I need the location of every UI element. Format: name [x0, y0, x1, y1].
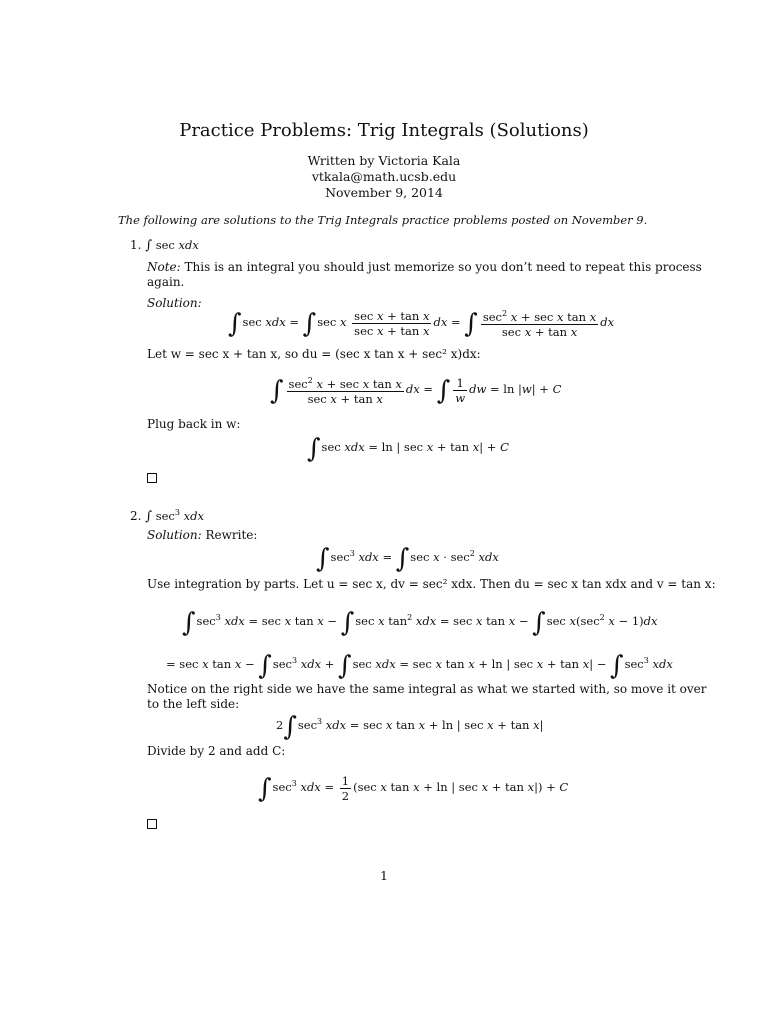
equation-8: $\int\sec^3$ xdx = $\frac{1}{2}$ (sec x tan x + ln | sec x + tan x|) + C	[258, 773, 569, 804]
problem-2-heading	[130, 508, 204, 524]
notice-line-2: to the left side:	[147, 697, 240, 711]
equation-2: ∫ $\frac{\sec^2 x + \sec x \tan x}{\text{sec x + tan x}}$ dx = ∫ $\frac{1}{w}$ dw = ln |w| + C	[270, 375, 562, 406]
qed-icon	[147, 468, 157, 487]
problem-2-solution-label: Solution:	[147, 528, 202, 542]
integration-by-parts-text: Use integration by parts. Let u = sec x, dv = sec² xdx. Then du = sec x tan xdx and v = tan x:	[147, 577, 716, 591]
page-number: 1	[380, 868, 388, 883]
qed-icon	[147, 814, 157, 833]
equation-5: $\int\sec^3$ xdx = sec x tan x − ∫sec x $\tan^2$ xdx = sec x tan x − ∫sec $x(\sec^2$ x − 1)dx	[182, 608, 658, 638]
problem-1-solution-label: Solution:	[147, 296, 202, 310]
equation-3: ∫sec xdx = ln | sec x + tan x| + C	[307, 434, 509, 464]
note-line-2: again.	[147, 275, 185, 289]
note-label: Note:	[147, 260, 181, 274]
problem-2-number: 2.	[130, 508, 142, 523]
equation-1: ∫sec xdx = ∫sec x $\frac{\text{sec x + tan x}}{\text{sec x + tan x}}$ dx = ∫ $\frac{\sec^2 x + \sec x \tan x}{\text{sec x + tan x}}$ dx	[228, 308, 615, 339]
problem-1-heading	[130, 238, 199, 253]
equation-6: = sec x $\tan x - \int\sec^3$ xdx + ∫sec xdx = sec x tan x + ln | $\sec x + \tan x| - \int\sec^3$ xdx	[166, 651, 673, 681]
equation-4: $\int\sec^3$ xdx = ∫sec $x \cdot \sec^2$ xdx	[316, 544, 499, 574]
substitution-text: Let w = sec x + tan x, so du = (sec x tan x + sec² x)dx:	[147, 347, 481, 361]
rewrite-text: Rewrite:	[205, 528, 258, 542]
divide-text: Divide by 2 and add C:	[147, 744, 286, 758]
problem-1-note	[147, 260, 702, 274]
problem-1-number: 1.	[130, 238, 142, 252]
notice-line-1: Notice on the right side we have the same integral as what we started with, so move it over	[147, 682, 707, 696]
author-line: Written by Victoria Kala	[307, 153, 461, 168]
author-email: vtkala@math.ucsb.edu	[311, 169, 457, 184]
document-date: November 9, 2014	[325, 185, 443, 200]
plug-back-text: Plug back in w:	[147, 417, 241, 431]
problem-1-statement: ∫ sec xdx	[145, 238, 199, 253]
equation-7: $2\int\sec^3$ xdx = sec x tan x + ln | sec x + tan x|	[276, 712, 544, 742]
problem-2-statement: ∫ $\sec^3$ xdx	[145, 508, 204, 524]
problem-2-solution	[147, 528, 257, 542]
page-title: Practice Problems: Trig Integrals (Solutions)	[179, 120, 589, 141]
intro-text: The following are solutions to the Trig Integrals practice problems posted on November 9.	[118, 213, 648, 227]
note-line-1: This is an integral you should just memorize so you don’t need to repeat this process	[184, 260, 702, 274]
